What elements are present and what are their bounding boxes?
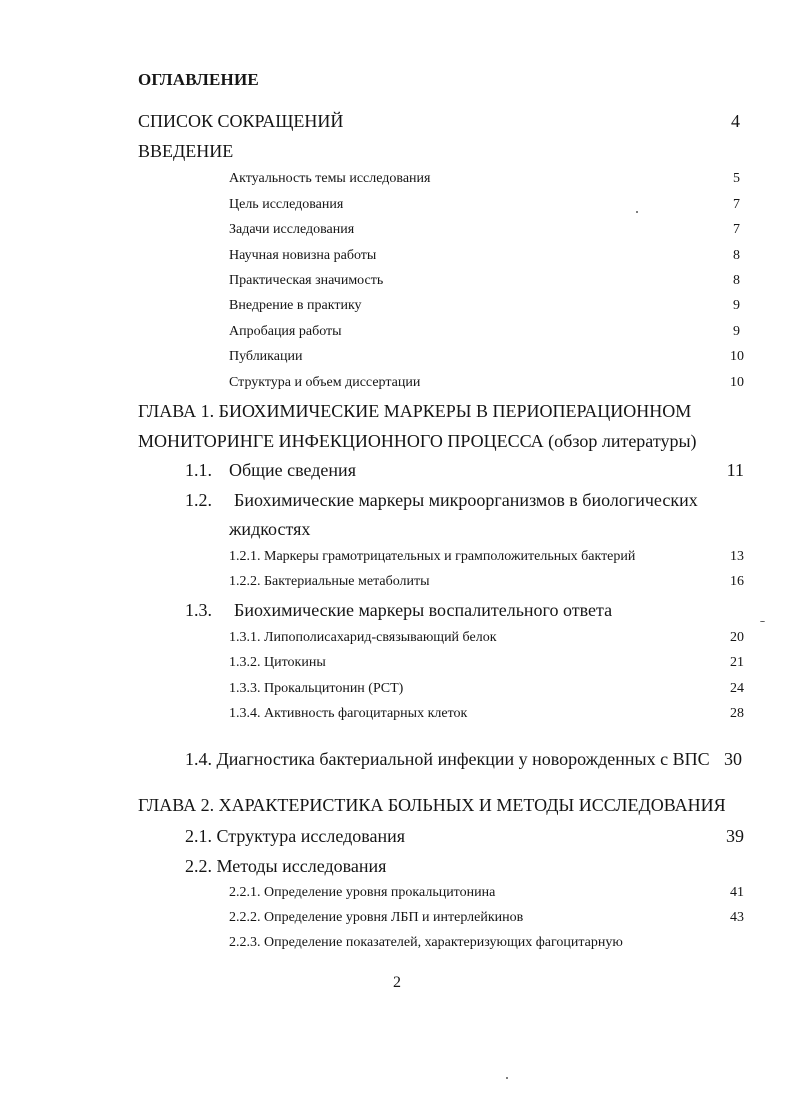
toc-page-number: 10 <box>730 375 744 390</box>
scan-speck <box>636 211 638 213</box>
toc-subentry-title: Структура и объем диссертации <box>229 375 421 390</box>
toc-page-number: 7 <box>733 197 740 212</box>
toc-section-title: 2.2. Методы исследования <box>185 856 387 876</box>
toc-section-number: 1.1. <box>185 460 212 480</box>
toc-subentry-title: Апробация работы <box>229 324 342 339</box>
toc-subentry-title: 1.3.2. Цитокины <box>229 655 326 670</box>
toc-page-number: 43 <box>730 910 744 925</box>
toc-subentry-title: Актуальность темы исследования <box>229 171 431 186</box>
toc-heading: ОГЛАВЛЕНИЕ <box>138 70 259 89</box>
toc-subentry-title: Практическая значимость <box>229 273 384 288</box>
toc-chapter-title: ГЛАВА 1. БИОХИМИЧЕСКИЕ МАРКЕРЫ В ПЕРИОПЕРАЦИОННОМ <box>138 401 692 421</box>
toc-subentry-title: 1.3.4. Активность фагоцитарных клеток <box>229 706 468 721</box>
toc-page-number: 5 <box>733 171 740 186</box>
toc-page-number: 10 <box>730 349 744 364</box>
toc-subentry-title: 1.3.3. Прокальцитонин (PCT) <box>229 681 404 696</box>
scan-speck <box>506 1077 508 1079</box>
toc-page-number: 21 <box>730 655 744 670</box>
toc-page-number: 24 <box>730 681 744 696</box>
toc-section-title: жидкостях <box>229 519 311 539</box>
toc-page-number: 8 <box>733 273 740 288</box>
toc-subentry-title: 2.2.1. Определение уровня прокальцитонина <box>229 885 496 900</box>
toc-page-number: 9 <box>733 324 740 339</box>
toc-page-number: 28 <box>730 706 744 721</box>
toc-section-number: 1.2. <box>185 490 212 510</box>
toc-page-number: 39 <box>726 826 744 846</box>
toc-subentry-title: 1.3.1. Липополисахарид-связывающий белок <box>229 630 497 645</box>
toc-section-title: 1.4. Диагностика бактериальной инфекции у новорожденных с ВПС <box>185 749 710 769</box>
toc-subentry-title: Цель исследования <box>229 197 344 212</box>
toc-page-number: 4 <box>731 111 740 131</box>
page-number: 2 <box>393 974 401 991</box>
toc-entry-title: СПИСОК СОКРАЩЕНИЙ <box>138 111 344 131</box>
toc-page-number: 9 <box>733 298 740 313</box>
toc-section-title: Биохимические маркеры микроорганизмов в биологических <box>234 490 698 510</box>
toc-page-number: 7 <box>733 222 740 237</box>
toc-page-number: 11 <box>726 460 744 480</box>
toc-subentry-title: Научная новизна работы <box>229 248 377 263</box>
toc-section-title: 2.1. Структура исследования <box>185 826 406 846</box>
toc-section-number: 1.3. <box>185 600 212 620</box>
toc-page-number: 13 <box>730 549 744 564</box>
toc-subentry-title: 1.2.1. Маркеры грамотрицательных и грамположительных бактерий <box>229 549 636 564</box>
toc-chapter-title: ГЛАВА 2. ХАРАКТЕРИСТИКА БОЛЬНЫХ И МЕТОДЫ ИССЛЕДОВАНИЯ <box>138 795 726 815</box>
toc-subentry-title: Внедрение в практику <box>229 298 362 313</box>
toc-section-title: Общие сведения <box>229 460 356 480</box>
toc-page-number: 30 <box>724 749 742 769</box>
toc-subentry-title: 2.2.2. Определение уровня ЛБП и интерлейкинов <box>229 910 524 925</box>
toc-subentry-title: 2.2.3. Определение показателей, характеризующих фагоцитарную <box>229 935 623 950</box>
toc-subentry-title: Задачи исследования <box>229 222 355 237</box>
toc-chapter-title: МОНИТОРИНГЕ ИНФЕКЦИОННОГО ПРОЦЕССА (обзор литературы) <box>138 431 697 451</box>
toc-entry-title: ВВЕДЕНИЕ <box>138 141 234 161</box>
scan-speck <box>760 621 765 622</box>
toc-page-number: 20 <box>730 630 744 645</box>
toc-page-number: 41 <box>730 885 744 900</box>
toc-page-number: 8 <box>733 248 740 263</box>
toc-section-title: Биохимические маркеры воспалительного ответа <box>234 600 613 620</box>
toc-subentry-title: Публикации <box>229 349 303 364</box>
toc-page-number: 16 <box>730 574 744 589</box>
toc-subentry-title: 1.2.2. Бактериальные метаболиты <box>229 574 430 589</box>
